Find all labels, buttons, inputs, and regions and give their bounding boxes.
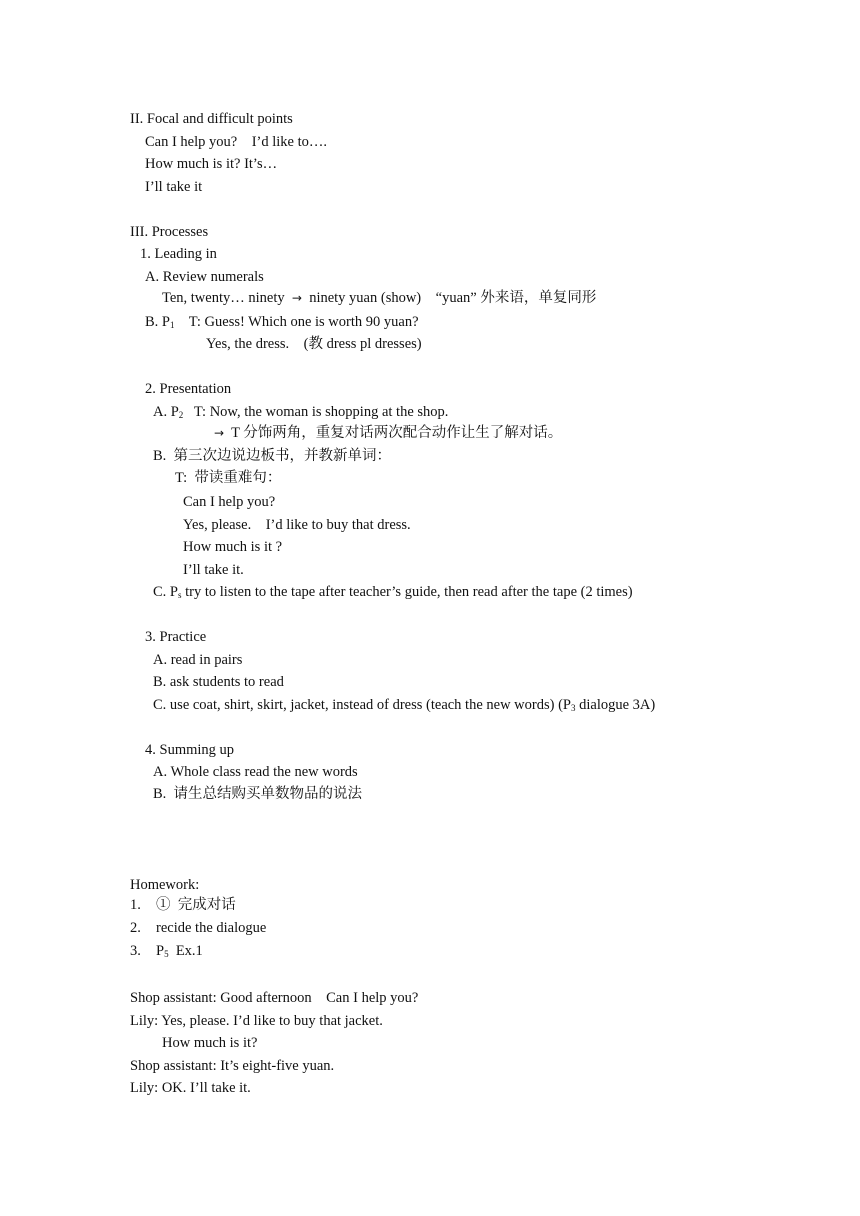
text-line: How much is it ?	[183, 539, 283, 555]
text-line: Yes, the dress. (教 dress pl dresses)	[206, 336, 422, 352]
list-item-text: ① 完成对话	[156, 897, 236, 913]
dialogue-line: Lily: Yes, please. I’d like to buy that jacket.	[130, 1013, 383, 1029]
list-item: 2.	[130, 920, 141, 936]
subsection-title: 2. Presentation	[145, 381, 232, 397]
text-line: Can I help you?	[183, 494, 276, 510]
text-line: Yes, please. I’d like to buy that dress.	[183, 517, 411, 533]
text-line: A. $P_2$ T: Now, the woman is shopping at the shop.	[153, 404, 449, 420]
dialogue-line: Lily: OK. I’ll take it.	[130, 1080, 251, 1096]
list-item: 1.	[130, 897, 141, 913]
text-line: Can I help you? I’d like to….	[145, 134, 328, 150]
text-line: How much is it? It’s…	[145, 156, 278, 172]
list-item: 3.	[130, 943, 141, 959]
arrow-icon: →	[291, 291, 302, 305]
homework-title: Homework:	[130, 877, 200, 893]
subsection-title: 4. Summing up	[145, 742, 235, 758]
section-heading: III. Processes	[130, 224, 209, 240]
text-line: → T 分饰两角，重复对话两次配合动作让生了解对话。	[214, 425, 563, 441]
dialogue-line: Shop assistant: It’s eight-five yuan.	[130, 1058, 335, 1074]
text-line: A. Review numerals	[145, 269, 264, 285]
text-line: A. Whole class read the new words	[153, 764, 358, 780]
section-heading: II. Focal and difficult points	[130, 111, 293, 127]
text-line: C. $P_s$ try to listen to the tape after teacher’s guide, then read after the tape (2 times)	[153, 584, 633, 600]
text-line: T: 带读重难句：	[175, 470, 282, 486]
text-line: I’ll take it	[145, 179, 203, 195]
text-line: I’ll take it.	[183, 562, 244, 578]
text-line: B. 第三次边说边板书，并教新单词：	[153, 448, 392, 464]
text-line: B. 请生总结购买单数物品的说法	[153, 786, 363, 802]
subsection-title: 1. Leading in	[140, 246, 217, 262]
dialogue-line: Shop assistant: Good afternoon Can I help you?	[130, 990, 419, 1006]
text-line: B. $P_1$ T: Guess! Which one is worth 90 yuan?	[145, 314, 419, 330]
text-line: B. ask students to read	[153, 674, 284, 690]
list-item-text: recide the dialogue	[156, 920, 267, 936]
text-line: C. use coat, shirt, skirt, jacket, instead of dress (teach the new words) ($P_3$ dialogue 3A)	[153, 697, 656, 713]
text-line: Ten, twenty… ninety → ninety yuan (show) “yuan” 外来语，单复同形	[162, 290, 597, 306]
text-line: A. read in pairs	[153, 652, 243, 668]
list-item-text: $P_5$ Ex.1	[156, 943, 203, 959]
subsection-title: 3. Practice	[145, 629, 207, 645]
dialogue-line: How much is it?	[162, 1035, 258, 1051]
arrow-icon: →	[214, 426, 225, 440]
